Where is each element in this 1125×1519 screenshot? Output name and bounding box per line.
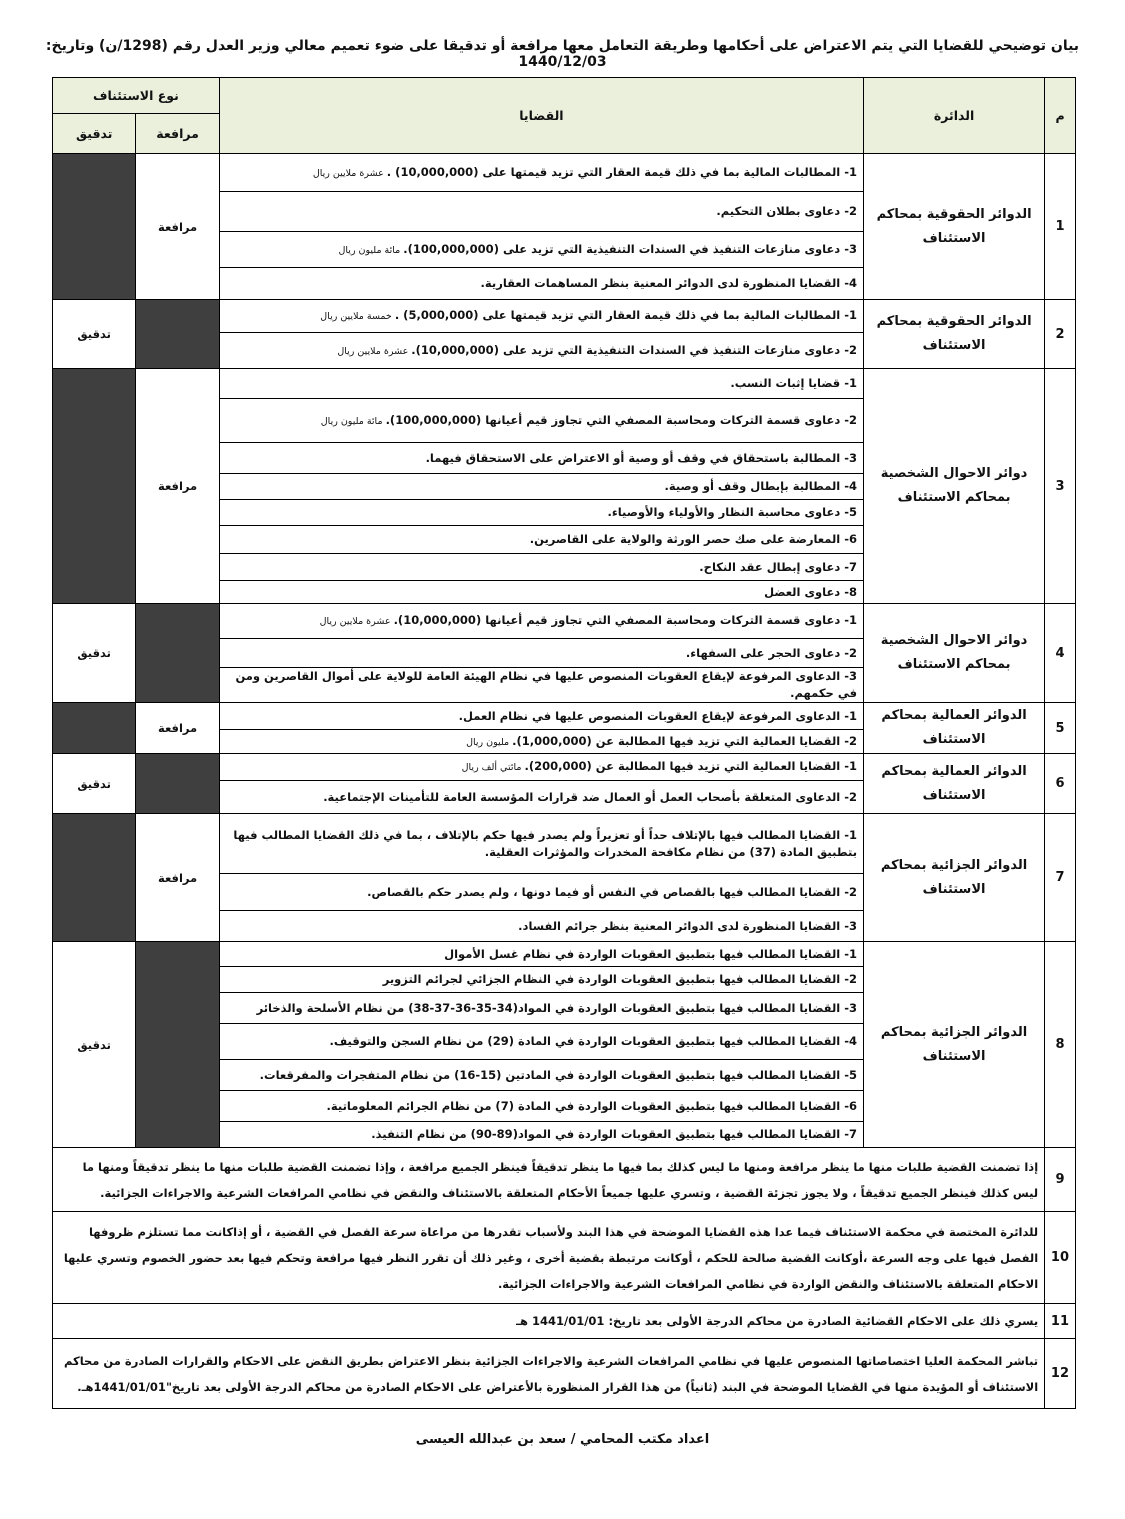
case-text: 2- دعاوى بطلان التحكيم. bbox=[716, 204, 858, 218]
case-item bbox=[219, 500, 863, 526]
audit-cell-blank bbox=[53, 814, 136, 942]
audit-cell-blank bbox=[53, 154, 136, 300]
audit-cell-blank bbox=[53, 369, 136, 604]
case-text: 3- دعاوى منازعات التنفيذ في السندات التنفيذية التي تزيد على (100,000,000). bbox=[403, 241, 858, 256]
case-item bbox=[219, 399, 863, 443]
table-row bbox=[53, 300, 1076, 333]
case-item bbox=[219, 1024, 863, 1060]
case-item bbox=[219, 1060, 863, 1091]
circuit-name: دوائر الاحوال الشخصية بمحاكم الاستئناف bbox=[864, 604, 1045, 703]
row-number: 2 bbox=[1045, 300, 1076, 369]
audit-cell: تدقيق bbox=[53, 300, 136, 369]
circuit-name: دوائر الاحوال الشخصية بمحاكم الاستئناف bbox=[864, 369, 1045, 604]
pleading-cell: مرافعة bbox=[136, 703, 219, 754]
case-text: 2- دعاوى الحجر على السفهاء. bbox=[685, 645, 858, 660]
case-text: 7- دعاوى إبطال عقد النكاح. bbox=[699, 559, 858, 574]
audit-cell: تدقيق bbox=[53, 942, 136, 1148]
case-item bbox=[219, 526, 863, 554]
case-text: 8- دعاوى العضل bbox=[764, 584, 858, 599]
note-text: تباشر المحكمة العليا اختصاصاتها المنصوص عليها في نظامي المرافعات الشرعية والاجراءات الجزائية بنظر الاعتراض بطريق النقض على الاحكام والقرارات الصادرة من محاكم الاستئناف أو المؤيدة منها في القضايا الموضحة في البند (ثانياً) من هذا القرار المنظورة بالأعتراض على الاحكام الصادرة من محاكم الدرجة الأولى بعد تاريخ"1441/01/01هـ. bbox=[53, 1339, 1045, 1409]
header-audit: تدقيق bbox=[53, 114, 136, 154]
case-item bbox=[219, 443, 863, 474]
circuit-name: الدوائر الحقوقية بمحاكم الاستئناف bbox=[864, 300, 1045, 369]
audit-cell: تدقيق bbox=[53, 604, 136, 703]
note-row bbox=[53, 1148, 1076, 1212]
header-num: م bbox=[1045, 78, 1076, 154]
circuit-name: الدوائر العمالية بمحاكم الاستئناف bbox=[864, 754, 1045, 814]
case-amount-note: مائتي ألف ريال bbox=[461, 762, 525, 773]
row-number: 4 bbox=[1045, 604, 1076, 703]
case-text: 1- المطالبات المالية بما في ذلك قيمة العقار التي تزيد قيمتها على (10,000,000) . bbox=[386, 164, 858, 179]
case-item bbox=[219, 268, 863, 300]
case-text: 1- الدعاوى المرفوعة لإيقاع العقوبات المنصوص عليها في نظام العمل. bbox=[458, 708, 858, 723]
note-row bbox=[53, 1304, 1076, 1339]
table-row bbox=[53, 814, 1076, 874]
pleading-cell-blank bbox=[136, 754, 219, 814]
case-item bbox=[219, 942, 863, 967]
row-number: 1 bbox=[1045, 154, 1076, 300]
case-amount-note: مليون ريال bbox=[466, 736, 513, 748]
case-item bbox=[219, 581, 863, 604]
footer-credit: اعداد مكتب المحامي / سعد بن عبدالله العيسى bbox=[415, 1432, 710, 1447]
circuit-name: الدوائر الجزائية بمحاكم الاستئناف bbox=[864, 814, 1045, 942]
case-item bbox=[219, 604, 863, 639]
case-amount-note: عشرة ملايين ريال bbox=[337, 345, 412, 357]
note-number: 12 bbox=[1045, 1339, 1076, 1409]
case-item bbox=[219, 911, 863, 942]
case-item bbox=[219, 754, 863, 781]
header-cases: القضايا bbox=[219, 78, 863, 154]
case-text: 6- المعارضة على صك حصر الورثة والولاية على القاصرين. bbox=[529, 532, 858, 546]
case-text: 3- القضايا المنظورة لدى الدوائر المعنية بنظر جرائم الفساد. bbox=[518, 918, 858, 933]
case-item bbox=[219, 154, 863, 192]
case-amount-note: مائة مليون ريال bbox=[320, 415, 386, 427]
case-text: 3- القضايا المطالب فيها بتطبيق العقوبات الواردة في المواد(34-35-36-37-38) من نظام الأسلحة والذخائر bbox=[256, 1000, 858, 1015]
pleading-cell-blank bbox=[136, 300, 219, 369]
case-text: 2- دعاوى قسمة التركات ومحاسبة المصفي التي تجاوز قيم أعيانها (100,000,000). bbox=[385, 412, 858, 427]
case-amount-note: عشرة ملايين ريال bbox=[312, 167, 387, 179]
case-item bbox=[219, 1122, 863, 1148]
case-text: 1- المطالبات المالية بما في ذلك قيمة العقار التي تزيد قيمتها على (5,000,000) . bbox=[394, 308, 858, 322]
case-item bbox=[219, 874, 863, 911]
note-number: 11 bbox=[1045, 1304, 1076, 1339]
case-item bbox=[219, 639, 863, 668]
header-circuit: الدائرة bbox=[864, 78, 1045, 154]
case-item bbox=[219, 1091, 863, 1122]
case-amount-note: خمسة ملايين ريال bbox=[320, 311, 395, 322]
pleading-cell: مرافعة bbox=[136, 369, 219, 604]
circuit-name: الدوائر الجزائية بمحاكم الاستئناف bbox=[864, 942, 1045, 1148]
appeals-table bbox=[52, 77, 1076, 1409]
note-text: إذا تضمنت القضية طلبات منها ما ينظر مرافعة ومنها ما ليس كذلك بما فيها ما ينظر تدقيقاً فينظر الجميع مرافعة ، وإذا تضمنت القضية طلبات منها ما ينظر تدقيقاً ومنها ما ليس كذلك فينظر الجميع تدقيقاً ، ولا يجوز تجزئة القضية ، وتسري عليها جميعاً الأحكام المتعلقة بالاستئناف والنقض في نظامي المرافعات الشرعية والاجراءات الجزائية. bbox=[53, 1148, 1045, 1212]
audit-cell: تدقيق bbox=[53, 754, 136, 814]
table-row bbox=[53, 369, 1076, 399]
case-text: 1- القضايا العمالية التي تزيد فيها المطالبة عن (200,000). bbox=[524, 759, 858, 773]
case-text: 2- دعاوى منازعات التنفيذ في السندات التنفيذية التي تزيد على (10,000,000). bbox=[411, 342, 858, 357]
note-text: يسري ذلك على الاحكام القضائية الصادرة من محاكم الدرجة الأولى بعد تاريخ: 1441/01/01 هـ bbox=[53, 1304, 1045, 1339]
case-item bbox=[219, 232, 863, 268]
case-item bbox=[219, 967, 863, 993]
table-row bbox=[53, 154, 1076, 192]
case-text: 2- الدعاوى المتعلقة بأصحاب العمل أو العمال ضد قرارات المؤسسة العامة للتأمينات الإجتماعية. bbox=[323, 789, 858, 804]
case-item bbox=[219, 703, 863, 730]
row-number: 3 bbox=[1045, 369, 1076, 604]
row-number: 8 bbox=[1045, 942, 1076, 1148]
note-row bbox=[53, 1339, 1076, 1409]
pleading-cell: مرافعة bbox=[136, 814, 219, 942]
case-item bbox=[219, 369, 863, 399]
case-amount-note: عشرة ملايين ريال bbox=[319, 616, 394, 627]
case-item bbox=[219, 554, 863, 581]
pleading-cell: مرافعة bbox=[136, 154, 219, 300]
case-amount-note: مائة مليون ريال bbox=[338, 244, 404, 256]
header-pleading: مرافعة bbox=[136, 114, 219, 154]
row-number: 5 bbox=[1045, 703, 1076, 754]
row-number: 7 bbox=[1045, 814, 1076, 942]
pleading-cell-blank bbox=[136, 604, 219, 703]
case-item bbox=[219, 474, 863, 500]
page-title: بيان توضيحي للقضايا التي يتم الاعتراض على أحكامها وطريقة التعامل معها مرافعة أو تدقيقا على ضوء تعميم معالي وزير العدل رقم (1298/ن) وتاريخ: 1440/12/03 bbox=[45, 38, 1080, 70]
case-text: 1- قضايا إثبات النسب. bbox=[730, 376, 858, 390]
case-text: 1- القضايا المطالب فيها بتطبيق العقوبات الواردة في نظام غسل الأموال bbox=[444, 946, 858, 961]
header-appeal-type: نوع الاستئناف bbox=[53, 78, 220, 114]
case-item bbox=[219, 333, 863, 369]
case-text: 4- القضايا المنظورة لدى الدوائر المعنية بنظر المساهمات العقارية. bbox=[480, 276, 858, 290]
pleading-cell-blank bbox=[136, 942, 219, 1148]
case-text: 2- القضايا العمالية التي تزيد فيها المطالبة عن (1,000,000). bbox=[512, 733, 858, 748]
case-item bbox=[219, 300, 863, 333]
circuit-name: الدوائر العمالية بمحاكم الاستئناف bbox=[864, 703, 1045, 754]
case-text: 1- دعاوى قسمة التركات ومحاسبة المصفي التي تجاوز قيم أعيانها (10,000,000). bbox=[393, 613, 858, 627]
case-text: 1- القضايا المطالب فيها بالإتلاف حداً أو تعزيراً ولم يصدر فيها حكم بالإتلاف ، بما في ذلك القضايا المطالب فيها بتطبيق المادة (37) من نظام مكافحة المخدرات والمؤثرات العقلية. bbox=[233, 827, 858, 859]
case-item bbox=[219, 993, 863, 1024]
table-row bbox=[53, 942, 1076, 967]
case-text: 4- المطالبة بإبطال وقف أو وصية. bbox=[664, 479, 858, 493]
case-text: 2- القضايا المطالب فيها بالقصاص في النفس أو فيما دونها ، ولم يصدر حكم بالقصاص. bbox=[367, 884, 858, 899]
table-row bbox=[53, 754, 1076, 781]
note-row bbox=[53, 1212, 1076, 1304]
row-number: 6 bbox=[1045, 754, 1076, 814]
circuit-name: الدوائر الحقوقية بمحاكم الاستئناف bbox=[864, 154, 1045, 300]
case-text: 6- القضايا المطالب فيها بتطبيق العقوبات الواردة في المادة (7) من نظام الجرائم المعلوماتية. bbox=[326, 1098, 858, 1113]
case-item bbox=[219, 730, 863, 754]
case-text: 4- القضايا المطالب فيها بتطبيق العقوبات الواردة في المادة (29) من نظام السجن والتوقيف. bbox=[329, 1034, 858, 1048]
case-item bbox=[219, 668, 863, 703]
note-text: للدائرة المختصة في محكمة الاستئناف فيما عدا هذه القضايا الموضحة في هذا البند ولأسباب تقدرها من مراعاة سرعة الفصل في القضية ، أو إذاكانت مما تستلزم ظروفها الفصل فيها على وجه السرعة ،أوكانت القضية صالحة للحكم ، أوكانت مرتبطة بقضية أخرى ، وغير ذلك أن تقرر النظر فيها مرافعة وتحكم فيها بعد حضور الخصوم وتسري عليها الاحكام المتعلقة بالاستئناف والنقض الواردة في نظامي المرافعات الشرعية والاجراءات الجزائية. bbox=[53, 1212, 1045, 1304]
table-row bbox=[53, 703, 1076, 730]
case-text: 5- القضايا المطالب فيها بتطبيق العقوبات الواردة في المادتين (15-16) من نظام المتفجرات والمفرقعات. bbox=[259, 1067, 858, 1082]
case-text: 2- القضايا المطالب فيها بتطبيق العقوبات الواردة في النظام الجزائي لجرائم التزوير bbox=[382, 972, 858, 986]
note-number: 9 bbox=[1045, 1148, 1076, 1212]
note-number: 10 bbox=[1045, 1212, 1076, 1304]
case-item bbox=[219, 781, 863, 814]
case-item bbox=[219, 814, 863, 874]
table-row bbox=[53, 604, 1076, 639]
case-text: 5- دعاوى محاسبة النظار والأولياء والأوصياء. bbox=[607, 505, 858, 519]
audit-cell-blank bbox=[53, 703, 136, 754]
case-text: 7- القضايا المطالب فيها بتطبيق العقوبات الواردة في المواد(89-90) من نظام التنفيذ. bbox=[371, 1127, 858, 1141]
case-text: 3- الدعاوى المرفوعة لإيقاع العقوبات المنصوص عليها في نظام الهيئة العامة للولاية على أموال القاصرين ومن في حكمهم. bbox=[235, 669, 858, 700]
case-item bbox=[219, 192, 863, 232]
case-text: 3- المطالبة باستحقاق في وقف أو وصية أو الاعتراض على الاستحقاق فيهما. bbox=[425, 450, 858, 465]
